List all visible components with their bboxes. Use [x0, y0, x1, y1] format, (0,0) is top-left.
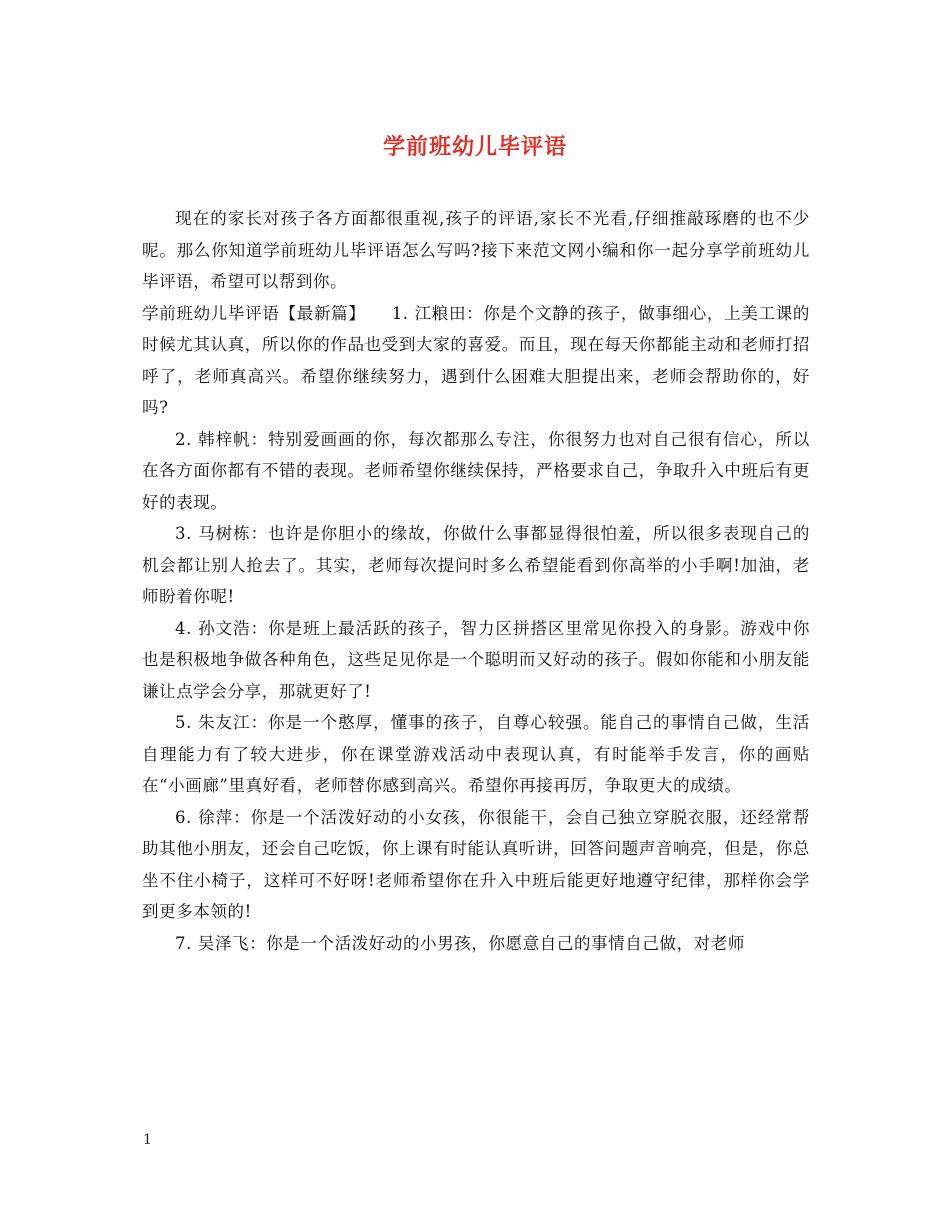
page-title: 学前班幼儿毕评语 — [382, 135, 567, 160]
page-number: 1 — [143, 1132, 152, 1148]
comment-paragraph-2: 2. 韩梓帆：特别爱画画的你，每次都那么专注，你很努力也对自己很有信心，所以在各方面你都有不错的表现。老师希望你继续保持，严格要求自己，争取升入中班后有更好的表现。 — [142, 429, 810, 512]
comment-paragraph-6: 6. 徐萍：你是一个活泼好动的小女孩，你很能干，会自己独立穿脱衣服，还经常帮助其他小朋友，还会自己吃饭，你上课有时能认真听讲，回答问题声音响亮，但是，你总坐不住小椅子，这样可不好呀!老师希望你在升入中班后能更好地遵守纪律，那样你会学到更多本领的! — [142, 807, 810, 921]
comment-paragraph-3: 3. 马树栋：也许是你胆小的缘故，你做什么事都显得很怕羞，所以很多表现自己的机会都让别人抢去了。其实，老师每次提问时多么希望能看到你高举的小手啊!加油，老师盼着你呢! — [142, 524, 810, 606]
comment-paragraph-1: 学前班幼儿毕评语【最新篇】 1. 江粮田：你是个文静的孩子，做事细心，上美工课的时候尤其认真，所以你的作品也受到大家的喜爱。而且，现在每天你都能主动和老师打招呼了，老师真高兴。希望你继续努力，遇到什么困难大胆提出来，老师会帮助你的，好吗? — [142, 303, 810, 417]
intro-paragraph: 现在的家长对孩子各方面都很重视,孩子的评语,家长不光看,仔细推敲琢磨的也不少呢。那么你知道学前班幼儿毕评语怎么写吗?接下来范文网小编和你一起分享学前班幼儿毕评语，希望可以帮到你。 — [142, 209, 810, 291]
comment-paragraph-4: 4. 孙文浩：你是班上最活跃的孩子，智力区拼搭区里常见你投入的身影。游戏中你也是积极地争做各种角色，这些足见你是一个聪明而又好动的孩子。假如你能和小朋友能谦让点学会分享，那就更好了! — [142, 618, 810, 701]
comment-paragraph-7: 7. 吴泽飞：你是一个活泼好动的小男孩，你愿意自己的事情自己做，对老师 — [175, 933, 745, 953]
comment-paragraph-5: 5. 朱友江：你是一个憨厚，懂事的孩子，自尊心较强。能自己的事情自己做，生活自理能力有了较大进步，你在课堂游戏活动中表现认真，有时能举手发言，你的画贴在“小画廊”里真好看，老师替你感到高兴。希望你再接再厉，争取更大的成绩。 — [142, 713, 810, 795]
document-body — [142, 203, 810, 959]
